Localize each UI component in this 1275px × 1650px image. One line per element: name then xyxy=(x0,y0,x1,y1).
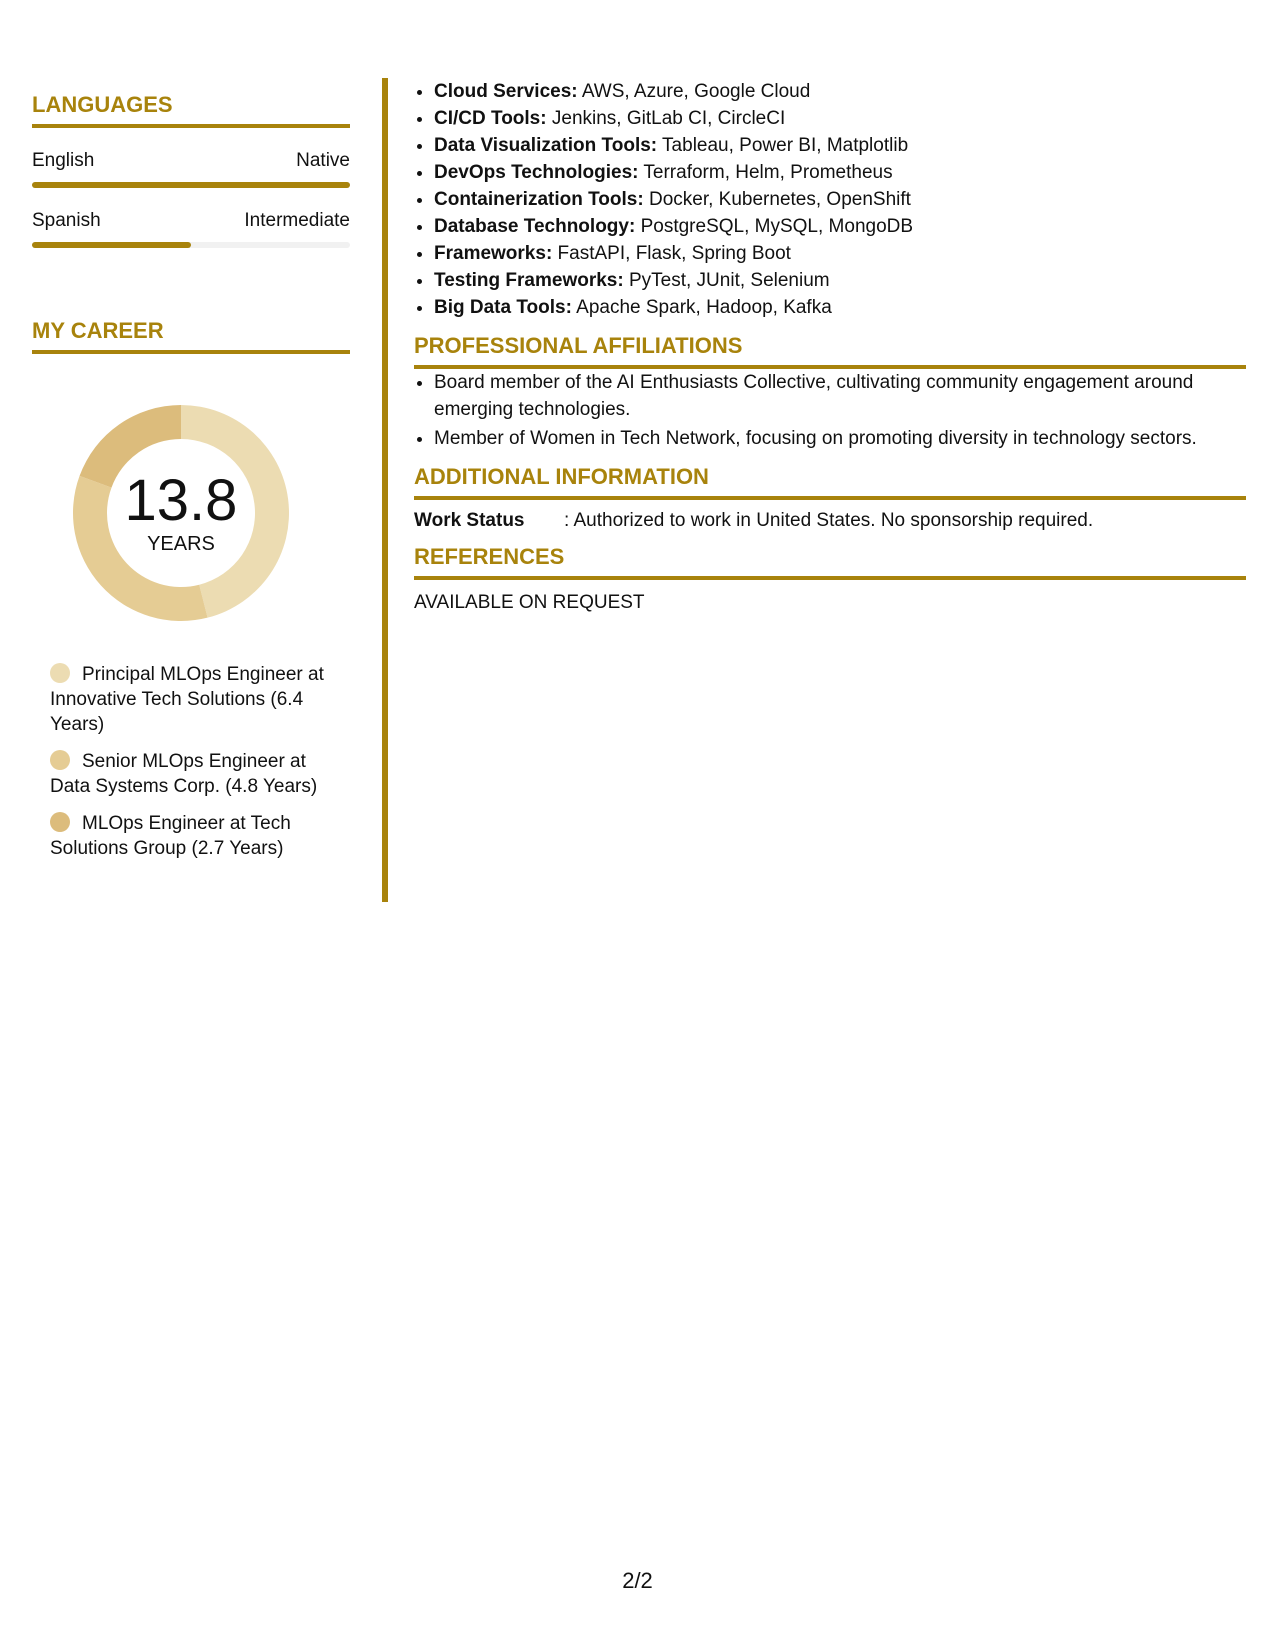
legend-dot xyxy=(50,812,70,832)
right-column xyxy=(414,78,1246,614)
language-bar-fill xyxy=(32,182,350,188)
total-years-unit: YEARS xyxy=(147,532,215,555)
skills-list xyxy=(414,78,1246,321)
page-number: 2/2 xyxy=(622,1568,653,1593)
affiliations-list xyxy=(414,369,1246,452)
career-donut-chart xyxy=(66,398,296,628)
skill-item xyxy=(434,132,1246,159)
skill-value: Tableau, Power BI, Matplotlib xyxy=(657,135,909,156)
donut-center xyxy=(66,398,296,628)
languages-title: LANGUAGES xyxy=(32,92,350,128)
skill-value: PostgreSQL, MySQL, MongoDB xyxy=(635,216,914,237)
skill-item xyxy=(434,159,1246,186)
language-bar xyxy=(32,182,350,188)
references-text: AVAILABLE ON REQUEST xyxy=(414,592,645,613)
skill-label: Containerization Tools: xyxy=(434,189,644,210)
references-title: REFERENCES xyxy=(414,544,1246,580)
skill-label: Cloud Services: xyxy=(434,81,578,102)
language-item xyxy=(32,210,350,248)
legend-item xyxy=(50,811,340,861)
skill-value: FastAPI, Flask, Spring Boot xyxy=(552,243,791,264)
skill-label: Testing Frameworks: xyxy=(434,270,624,291)
legend-item xyxy=(50,662,340,737)
total-years-value: 13.8 xyxy=(124,467,238,533)
language-level: Native xyxy=(296,150,350,171)
skill-label: Database Technology: xyxy=(434,216,636,237)
legend-item xyxy=(50,749,340,799)
skill-item xyxy=(434,240,1246,267)
skill-label: Data Visualization Tools: xyxy=(434,135,658,156)
skill-label: Big Data Tools: xyxy=(434,297,572,318)
skill-value: Jenkins, GitLab CI, CircleCI xyxy=(546,108,786,129)
column-divider xyxy=(382,78,388,902)
skill-value: PyTest, JUnit, Selenium xyxy=(623,270,830,291)
career-legend xyxy=(50,662,340,861)
affiliation-item: • Board member of the AI Enthusiasts Collective, cultivating community engagement around emerging technologies. xyxy=(434,369,1246,423)
work-status-label: Work Status xyxy=(414,510,525,531)
legend-dot xyxy=(50,750,70,770)
language-bar-fill xyxy=(32,242,191,248)
language-level: Intermediate xyxy=(244,210,350,231)
left-column xyxy=(32,92,350,873)
language-name: Spanish xyxy=(32,210,101,231)
legend-label: Principal MLOps Engineer at Innovative Tech Solutions (6.4 Years) xyxy=(50,664,324,735)
language-bar xyxy=(32,242,350,248)
skill-item xyxy=(434,213,1246,240)
skill-item xyxy=(434,267,1246,294)
work-status-row xyxy=(414,510,1246,532)
skill-item xyxy=(434,294,1246,321)
career-title: MY CAREER xyxy=(32,318,350,354)
skill-label: DevOps Technologies: xyxy=(434,162,639,183)
skill-value: Apache Spark, Hadoop, Kafka xyxy=(571,297,832,318)
language-name: English xyxy=(32,150,95,171)
language-item xyxy=(32,150,350,188)
legend-dot xyxy=(50,663,70,683)
legend-label: Senior MLOps Engineer at Data Systems Corp. (4.8 Years) xyxy=(50,751,318,797)
skill-label: CI/CD Tools: xyxy=(434,108,547,129)
languages-section xyxy=(32,92,350,248)
skill-item xyxy=(434,105,1246,132)
affiliation-item: • Member of Women in Tech Network, focusing on promoting diversity in technology sectors. xyxy=(434,425,1246,452)
additional-info-title: ADDITIONAL INFORMATION xyxy=(414,464,1246,500)
career-section xyxy=(32,318,350,861)
skill-item xyxy=(434,78,1246,105)
skill-item xyxy=(434,186,1246,213)
skill-value: Docker, Kubernetes, OpenShift xyxy=(643,189,911,210)
affiliations-title: PROFESSIONAL AFFILIATIONS xyxy=(414,333,1246,369)
work-status-value: : Authorized to work in United States. No sponsorship required. xyxy=(564,510,1094,531)
skill-value: Terraform, Helm, Prometheus xyxy=(638,162,893,183)
skill-label: Frameworks: xyxy=(434,243,553,264)
skill-value: AWS, Azure, Google Cloud xyxy=(577,81,811,102)
legend-label: MLOps Engineer at Tech Solutions Group (2.7 Years) xyxy=(50,813,291,859)
